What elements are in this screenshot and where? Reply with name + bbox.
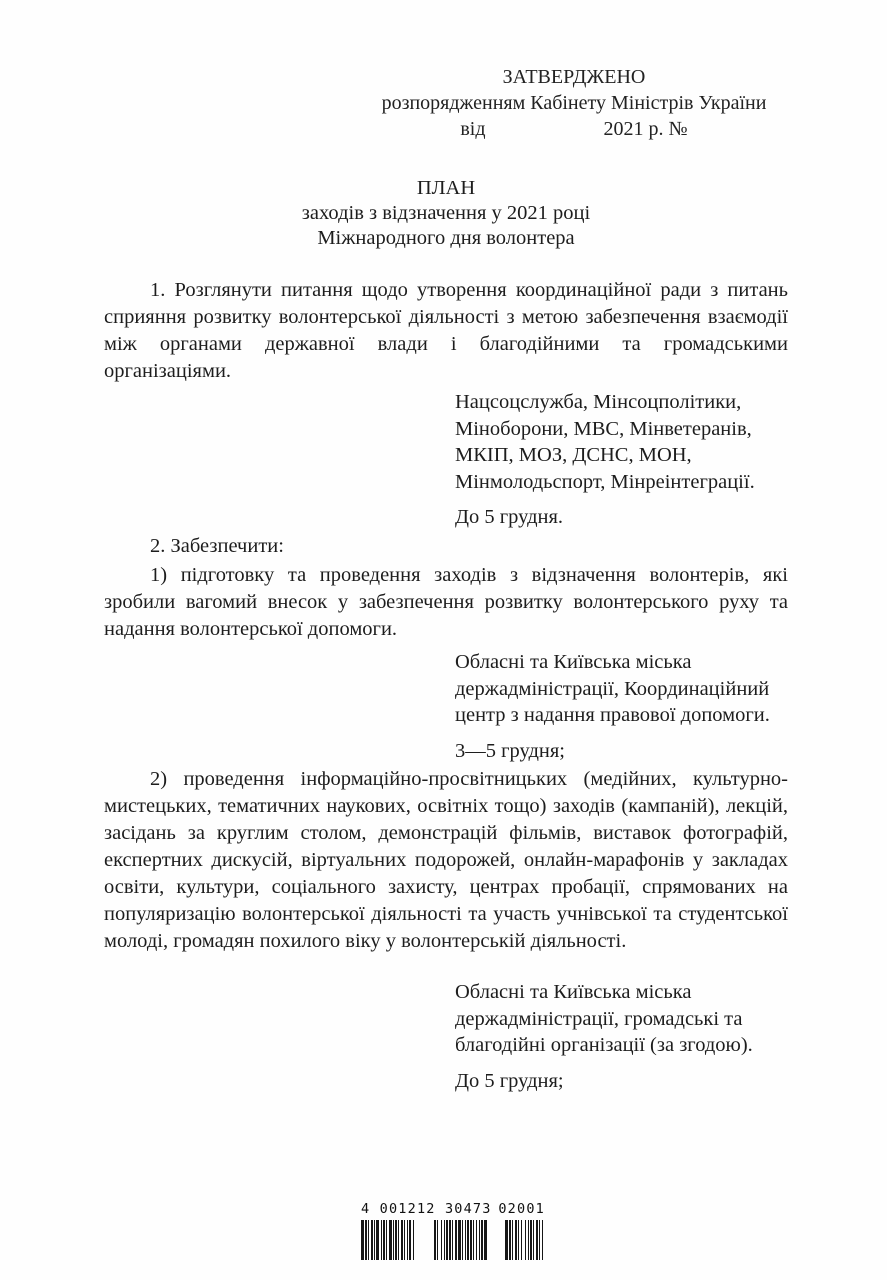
approval-from-label: від <box>460 118 486 140</box>
paragraph-item-2-sub-2: 2) проведення інформаційно-просвітницьких (медійних, культурно-мистецьких, тематичних наукових, освітніх тощо) заходів (кампаній), лекцій, засідань за круглим столом, демонстрацій фільмів, виставок фотографій, експертних дискусій, віртуальних подорожей, онлайн-марафонів у закладах освіти, культури, соціального захисту, центрах пробації, спрямованих на популяризацію волонтерської діяльності та участь учнівської та студентської молоді, громадян похилого віку у волонтерській діяльності. <box>104 768 788 952</box>
responsible-line: центр з надання правової допомоги. <box>455 704 770 726</box>
approval-by-line: розпорядженням Кабінету Міністрів України <box>381 92 767 114</box>
responsible-line: Нацсоцслужба, Мінсоцполітики, <box>455 391 742 413</box>
title-line-3: Міжнародного дня волонтера <box>317 227 575 249</box>
responsible-line: благодійні організації (за згодою). <box>455 1034 753 1056</box>
barcode-bars-group <box>505 1220 545 1260</box>
barcode-bars-group <box>361 1220 416 1260</box>
paragraph-item-2-sub-1: 1) підготовку та проведення заходів з відзначення волонтерів, які зробили вагомий внесок у забезпечення розвитку волонтерського руху та надання волонтерської допомоги. <box>104 564 788 640</box>
responsible-line: МКІП, МОЗ, ДСНС, МОН, <box>455 444 692 466</box>
title-line-1: ПЛАН <box>416 177 476 199</box>
deadline-2: 3—5 грудня; <box>455 739 565 762</box>
document-title <box>104 176 788 251</box>
barcode <box>361 1201 545 1260</box>
responsible-line: держадміністрації, Координаційний <box>455 677 770 700</box>
responsible-line: Обласні та Київська міська <box>455 981 692 1003</box>
deadline-3: До 5 грудня; <box>455 1069 564 1092</box>
responsible-line: Мінмолодьспорт, Мінреінтеграції. <box>455 470 755 493</box>
approval-date-value: 2021 р. № <box>603 118 688 140</box>
section-2-heading: 2. Забезпечити: <box>150 535 284 557</box>
approval-block <box>356 64 792 142</box>
responsible-line: держадміністрації, громадські та <box>455 1007 743 1030</box>
responsible-block-1 <box>455 389 795 531</box>
paragraph-item-1: 1. Розглянути питання щодо утворення координаційної ради з питань сприяння розвитку волонтерської діяльності з метою забезпечення взаємодії між органами державної влади і благодійними та громадськими організаціями. <box>104 279 788 382</box>
barcode-digits-left: 4 001212 30473 <box>361 1201 492 1217</box>
barcode-digits <box>361 1201 545 1217</box>
responsible-line: Міноборони, МВС, Мінветеранів, <box>455 417 752 440</box>
approval-stamp: ЗАТВЕРДЖЕНО <box>502 66 646 88</box>
responsible-block-3 <box>455 979 795 1094</box>
barcode-bars <box>361 1220 545 1260</box>
deadline-1: До 5 грудня. <box>455 506 564 528</box>
barcode-digits-right: 02001 <box>498 1201 545 1217</box>
approval-date-blank <box>486 116 604 142</box>
responsible-block-2 <box>455 649 795 764</box>
approval-date-line <box>356 116 792 142</box>
responsible-line: Обласні та Київська міська <box>455 651 692 673</box>
barcode-bars-group <box>434 1220 488 1260</box>
title-line-2: заходів з відзначення у 2021 році <box>301 202 591 224</box>
